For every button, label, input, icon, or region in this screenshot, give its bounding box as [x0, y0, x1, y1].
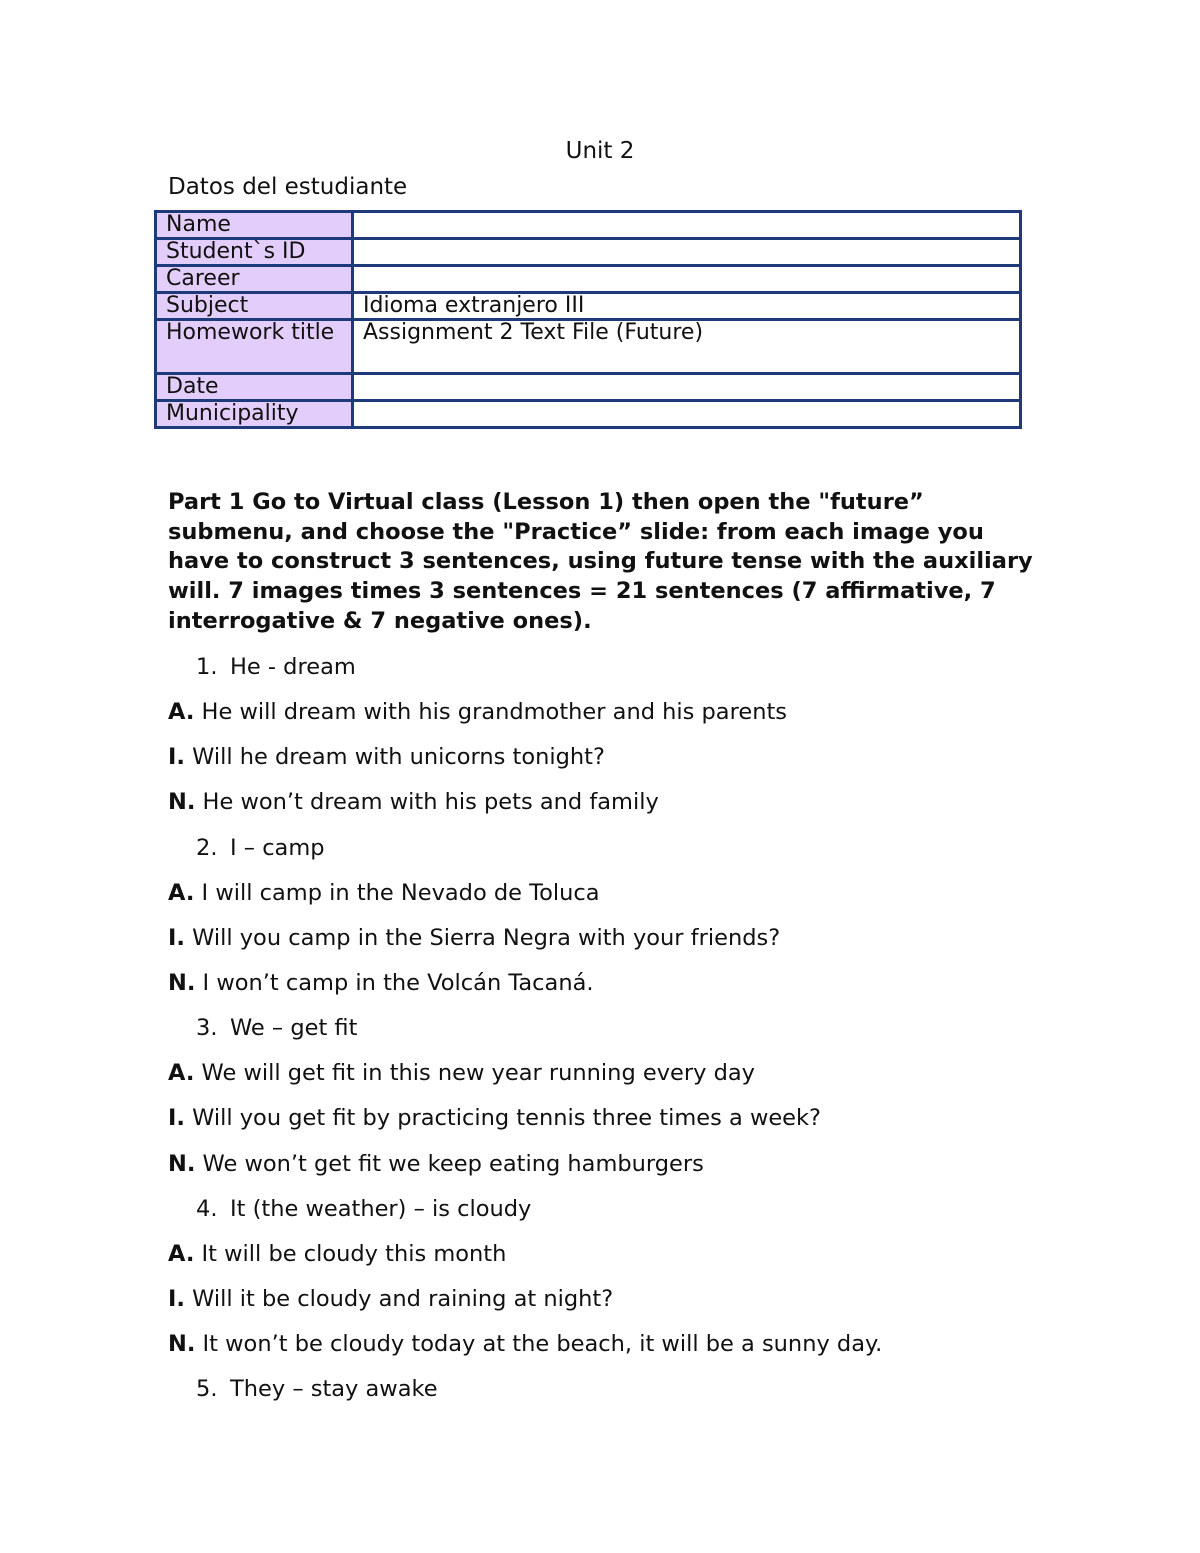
sentence-type-tag: N.	[168, 1150, 196, 1177]
student-table-row	[156, 239, 1021, 266]
sentence-text: Will he dream with unicorns tonight?	[192, 744, 605, 771]
sentence-line	[168, 1057, 1068, 1102]
sentence-text: I will camp in the Nevado de Toluca	[201, 879, 600, 906]
exercise-prompt	[168, 1373, 1068, 1418]
exercise-prompt	[168, 1193, 1068, 1238]
sentence-type-tag: N.	[168, 969, 196, 996]
sentence-type-tag: I.	[168, 744, 185, 771]
sentence-type-tag: N.	[168, 1331, 196, 1358]
exercise-number: 1.	[196, 654, 218, 680]
student-field-label: Career	[156, 266, 353, 293]
exercise-prompt	[168, 651, 1068, 696]
sentence-line	[168, 1148, 1068, 1193]
student-field-value[interactable]: Assignment 2 Text File (Future)	[353, 320, 1021, 374]
sentence-text: We will get fit in this new year running every day	[201, 1060, 755, 1087]
sentence-line	[168, 741, 1068, 786]
exercise-prompt-text: He - dream	[230, 654, 356, 680]
sentence-text: Will you get fit by practicing tennis three times a week?	[192, 1105, 822, 1132]
student-field-value[interactable]	[353, 374, 1021, 401]
student-data-table	[154, 210, 1022, 429]
sentence-line	[168, 696, 1068, 741]
student-field-label: Homework title	[156, 320, 353, 374]
exercise-number: 3.	[196, 1015, 218, 1042]
exercise-prompt-text: I – camp	[230, 834, 325, 861]
sentence-type-tag: N.	[168, 789, 196, 816]
exercise-prompt	[168, 832, 1068, 877]
exercise-prompt-text: They – stay awake	[230, 1376, 438, 1403]
student-field-value[interactable]	[353, 401, 1021, 428]
sentence-type-tag: I.	[168, 1105, 185, 1132]
sentence-line	[168, 1238, 1068, 1283]
sentence-line	[168, 1328, 1068, 1373]
sentence-text: Will it be cloudy and raining at night?	[192, 1285, 614, 1312]
student-field-label: Name	[156, 212, 353, 239]
sentence-line	[168, 922, 1068, 967]
sentence-type-tag: A.	[168, 879, 195, 906]
student-table-row	[156, 320, 1021, 374]
student-field-value[interactable]	[353, 212, 1021, 239]
exercise-number: 5.	[196, 1376, 218, 1403]
sentence-type-tag: I.	[168, 924, 185, 951]
sentence-text: He won’t dream with his pets and family	[202, 789, 659, 816]
sentence-line	[168, 786, 1068, 831]
sentence-type-tag: A.	[168, 1060, 195, 1087]
exercise-prompt-text: It (the weather) – is cloudy	[230, 1195, 532, 1222]
exercise-prompt-text: We – get fit	[230, 1015, 358, 1042]
student-field-label: Date	[156, 374, 353, 401]
sentence-text: I won’t camp in the Volcán Tacaná.	[202, 969, 594, 996]
student-table-row	[156, 374, 1021, 401]
student-table-row	[156, 266, 1021, 293]
student-table-row	[156, 212, 1021, 239]
sentence-line	[168, 967, 1068, 1012]
sentence-text: It won’t be cloudy today at the beach, it will be a sunny day.	[202, 1331, 883, 1358]
section-label: Datos del estudiante	[168, 174, 408, 200]
student-field-label: Student`s ID	[156, 239, 353, 266]
exercise-number: 4.	[196, 1195, 218, 1222]
sentence-line	[168, 877, 1068, 922]
sentence-text: We won’t get fit we keep eating hamburgers	[202, 1150, 704, 1177]
sentence-text: He will dream with his grandmother and his parents	[201, 699, 787, 726]
unit-title: Unit 2	[565, 138, 635, 164]
exercise-number: 2.	[196, 834, 218, 861]
student-field-label: Municipality	[156, 401, 353, 428]
student-table-row	[156, 401, 1021, 428]
student-table-row	[156, 293, 1021, 320]
student-field-label: Subject	[156, 293, 353, 320]
sentence-type-tag: A.	[168, 1240, 195, 1267]
instructions-paragraph: Part 1 Go to Virtual class (Lesson 1) then open the "future” submenu, and choose the "Practice” slide: from each image you have to construct 3 sentences, using future tense with the auxiliary will. 7 images times 3 sentences = 21 sentences (7 affirmative, 7 interrogative & 7 negative ones).	[168, 489, 1033, 634]
sentence-text: Will you camp in the Sierra Negra with your friends?	[192, 924, 781, 951]
exercise-list	[168, 651, 1068, 1418]
sentence-line	[168, 1283, 1068, 1328]
student-field-value[interactable]: Idioma extranjero III	[353, 293, 1021, 320]
student-field-value[interactable]	[353, 266, 1021, 293]
sentence-text: It will be cloudy this month	[201, 1240, 507, 1267]
sentence-type-tag: I.	[168, 1285, 185, 1312]
student-field-value[interactable]	[353, 239, 1021, 266]
exercise-prompt	[168, 1012, 1068, 1057]
sentence-type-tag: A.	[168, 699, 195, 726]
sentence-line	[168, 1102, 1068, 1147]
